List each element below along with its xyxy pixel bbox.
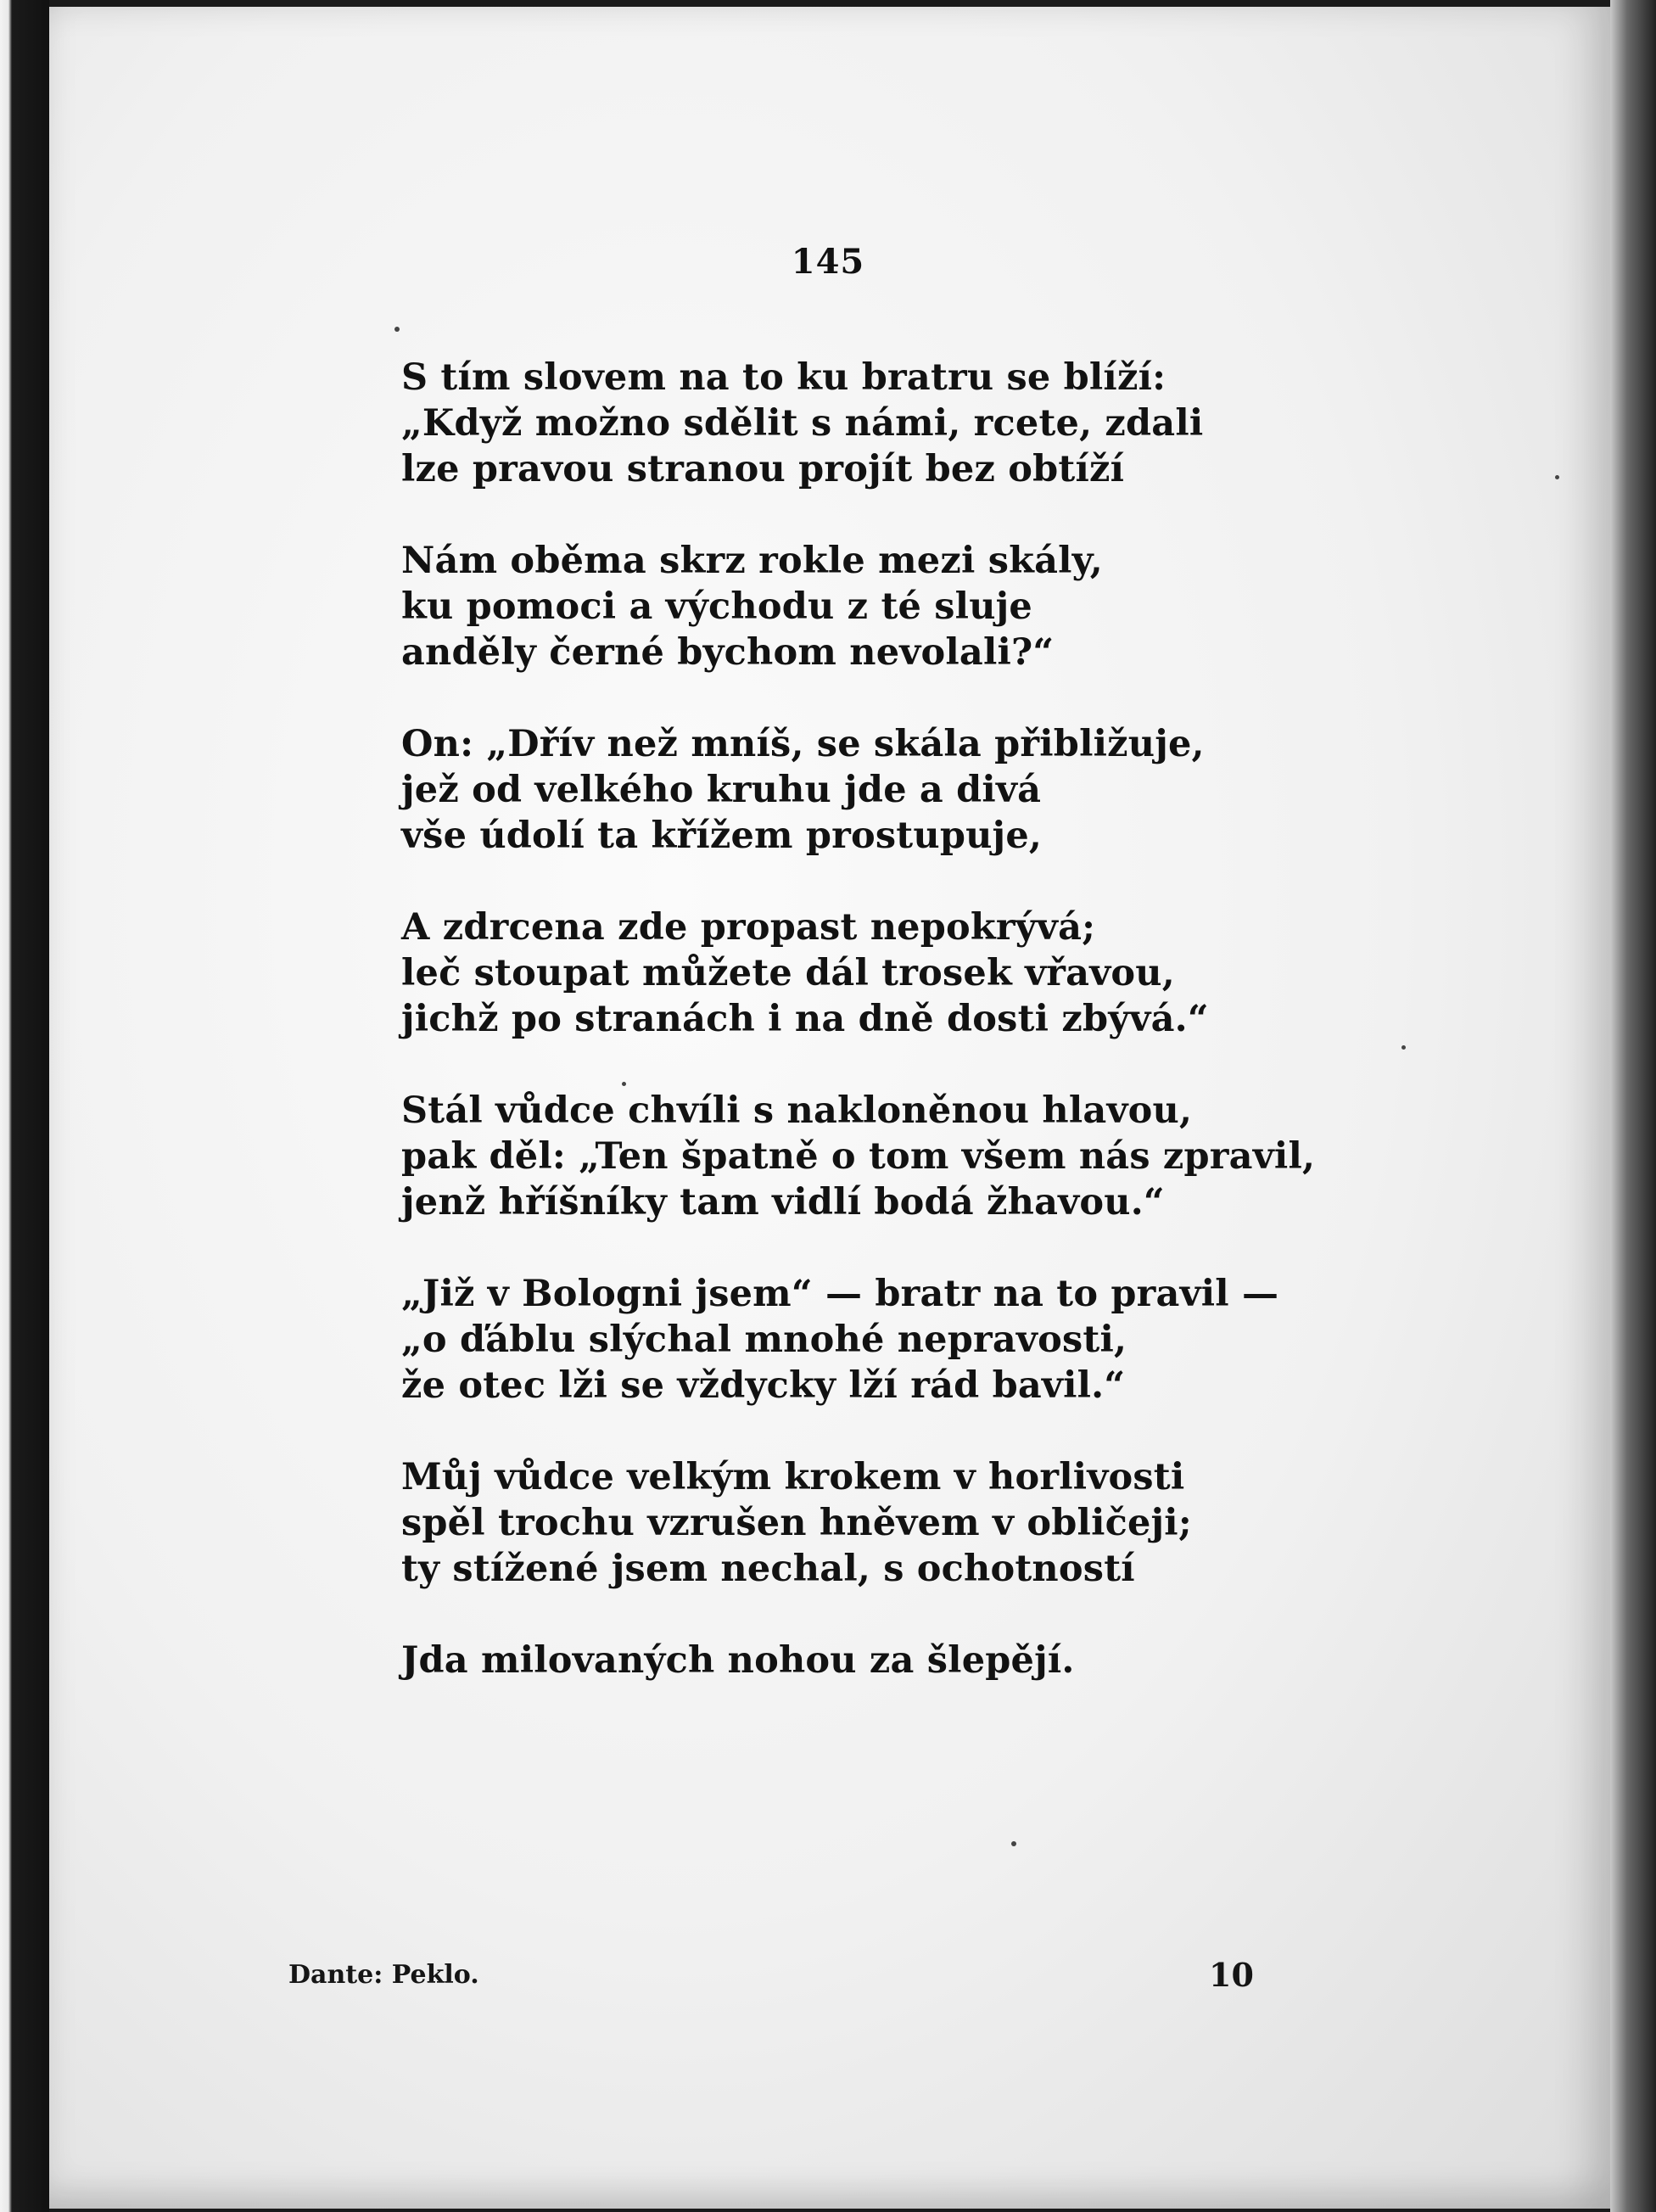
verse-line: Stál vůdce chvíli s nakloněnou hlavou,: [401, 1089, 1193, 1132]
verse-line: S tím slovem na to ku bratru se blíží:: [401, 356, 1166, 399]
verse-line: spěl trochu vzrušen hněvem v obličeji;: [401, 1502, 1192, 1544]
ink-speck: [1555, 475, 1559, 479]
verse-line: Jda milovaných nohou za šlepějí.: [401, 1639, 1075, 1682]
stanza: [401, 1088, 1402, 1225]
page-right-edge: [1610, 0, 1656, 2212]
stanza: [401, 355, 1402, 492]
verse-line: anděly černé bychom nevolali?“: [401, 631, 1055, 674]
poem-text: [401, 355, 1402, 1729]
verse-line: vše údolí ta křížem prostupuje,: [401, 815, 1043, 857]
ink-speck: [394, 327, 400, 332]
verse-line: jež od velkého kruhu jde a divá: [401, 769, 1042, 811]
book-spine-edge: [0, 0, 49, 2212]
stanza: [401, 721, 1402, 859]
footer-book-title: Dante: Peklo.: [288, 1960, 479, 1990]
verse-line: jenž hříšníky tam vidlí bodá žhavou.“: [401, 1181, 1165, 1224]
verse-line: On: „Dřív než mníš, se skála přibližuje,: [401, 723, 1205, 765]
verse-line: leč stoupat můžete dál trosek vřavou,: [401, 952, 1175, 994]
verse-line: „o ďáblu slýchal mnohé nepravosti,: [401, 1319, 1127, 1361]
verse-line: pak děl: „Ten špatně o tom všem nás zpravil,: [401, 1135, 1316, 1178]
verse-line: A zdrcena zde propast nepokrývá;: [401, 906, 1096, 949]
page-number: 145: [791, 242, 865, 282]
verse-line: „Když možno sdělit s námi, rcete, zdali: [401, 402, 1204, 445]
stanza: [401, 1638, 1402, 1683]
verse-line: jichž po stranách i na dně dosti zbývá.“: [401, 998, 1209, 1040]
verse-line: ty stížené jsem nechal, s ochotností: [401, 1548, 1135, 1590]
ink-speck: [1011, 1841, 1016, 1846]
verse-line: Můj vůdce velkým krokem v horlivosti: [401, 1456, 1185, 1498]
stanza: [401, 1271, 1402, 1408]
verse-line: že otec lži se vždycky lží rád bavil.“: [401, 1364, 1126, 1407]
stanza: [401, 538, 1402, 675]
verse-line: lze pravou stranou projít bez obtíží: [401, 448, 1125, 490]
verse-line: „Již v Bologni jsem“ — bratr na to pravil —: [401, 1273, 1279, 1315]
verse-line: Nám oběma skrz rokle mezi skály,: [401, 540, 1103, 582]
footer-signature-number: 10: [1209, 1956, 1254, 1994]
stanza: [401, 904, 1402, 1042]
stanza: [401, 1454, 1402, 1592]
verse-line: ku pomoci a východu z té sluje: [401, 585, 1032, 628]
